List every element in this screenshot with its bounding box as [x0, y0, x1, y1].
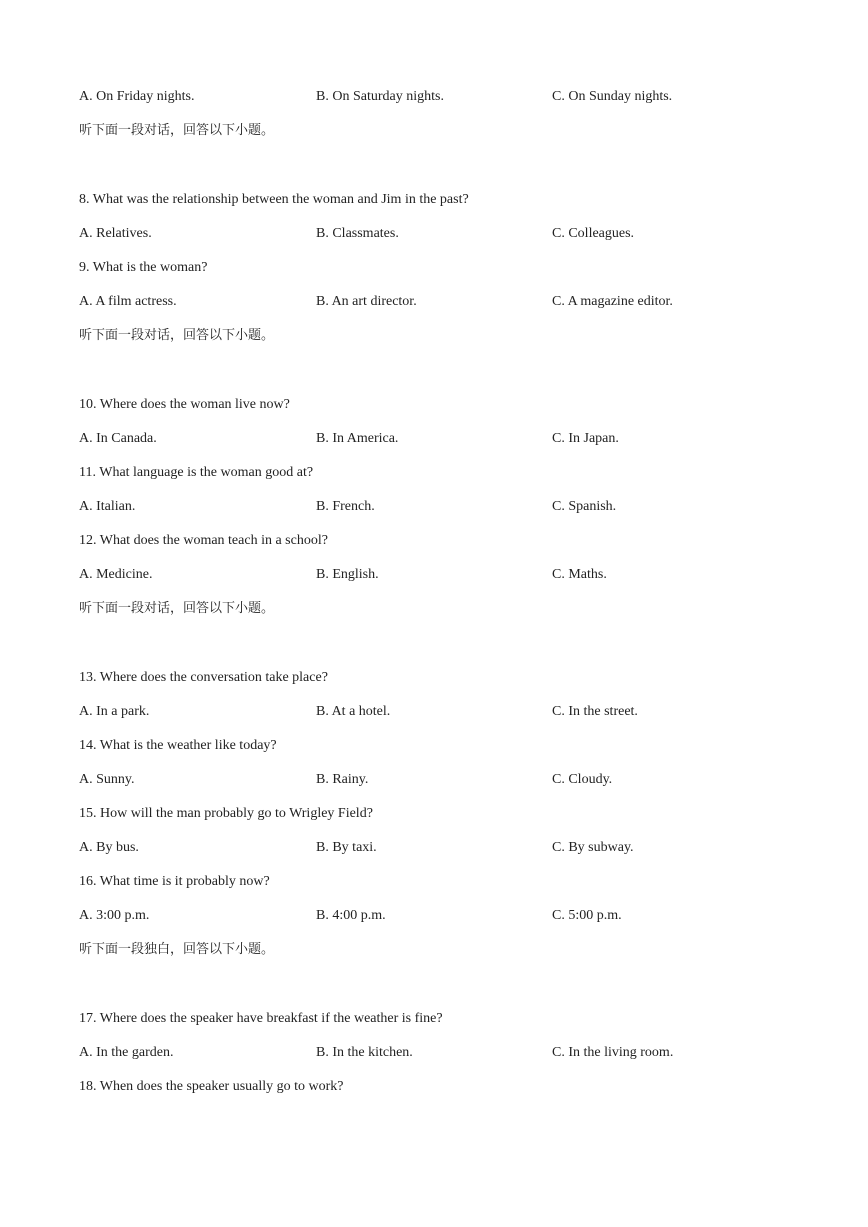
option-a: A. 3:00 p.m. [79, 908, 150, 923]
option-b: B. By taxi. [316, 840, 377, 855]
option-a: A. Medicine. [79, 567, 153, 582]
question-13: 13. Where does the conversation take place? [79, 670, 328, 685]
question-15: 15. How will the man probably go to Wrigley Field? [79, 806, 373, 821]
option-a: A. On Friday nights. [79, 89, 195, 104]
section-instruction: 听下面一段独白，回答以下小题。 [79, 942, 275, 957]
question-8: 8. What was the relationship between the woman and Jim in the past? [79, 192, 469, 207]
option-c: C. Cloudy. [552, 772, 613, 787]
question-11: 11. What language is the woman good at? [79, 465, 314, 480]
question-16: 16. What time is it probably now? [79, 874, 270, 889]
option-c: C. Spanish. [552, 499, 617, 514]
question-14: 14. What is the weather like today? [79, 738, 277, 753]
option-b: B. At a hotel. [316, 704, 391, 719]
option-a: A. Relatives. [79, 226, 152, 241]
option-b: B. Rainy. [316, 772, 369, 787]
option-c: C. A magazine editor. [552, 294, 673, 309]
question-9: 9. What is the woman? [79, 260, 208, 275]
question-18: 18. When does the speaker usually go to work? [79, 1079, 344, 1094]
option-a: A. Italian. [79, 499, 136, 514]
section-instruction: 听下面一段对话，回答以下小题。 [79, 123, 275, 138]
option-a: A. In Canada. [79, 431, 157, 446]
option-c: C. In the living room. [552, 1045, 674, 1060]
question-12: 12. What does the woman teach in a school? [79, 533, 328, 548]
question-10: 10. Where does the woman live now? [79, 397, 290, 412]
option-a: A. In a park. [79, 704, 150, 719]
option-b: B. English. [316, 567, 379, 582]
section-instruction: 听下面一段对话，回答以下小题。 [79, 328, 275, 343]
option-a: A. A film actress. [79, 294, 177, 309]
option-c: C. 5:00 p.m. [552, 908, 622, 923]
option-a: A. In the garden. [79, 1045, 174, 1060]
option-c: C. On Sunday nights. [552, 89, 673, 104]
option-a: A. By bus. [79, 840, 139, 855]
option-c: C. In the street. [552, 704, 638, 719]
question-17: 17. Where does the speaker have breakfast if the weather is fine? [79, 1011, 443, 1026]
option-c: C. Maths. [552, 567, 607, 582]
option-c: C. By subway. [552, 840, 634, 855]
option-b: B. An art director. [316, 294, 417, 309]
section-instruction: 听下面一段对话，回答以下小题。 [79, 601, 275, 616]
option-a: A. Sunny. [79, 772, 135, 787]
option-c: C. In Japan. [552, 431, 619, 446]
option-b: B. On Saturday nights. [316, 89, 444, 104]
option-b: B. In the kitchen. [316, 1045, 413, 1060]
option-b: B. 4:00 p.m. [316, 908, 386, 923]
option-c: C. Colleagues. [552, 226, 635, 241]
option-b: B. In America. [316, 431, 399, 446]
option-b: B. Classmates. [316, 226, 399, 241]
option-b: B. French. [316, 499, 375, 514]
